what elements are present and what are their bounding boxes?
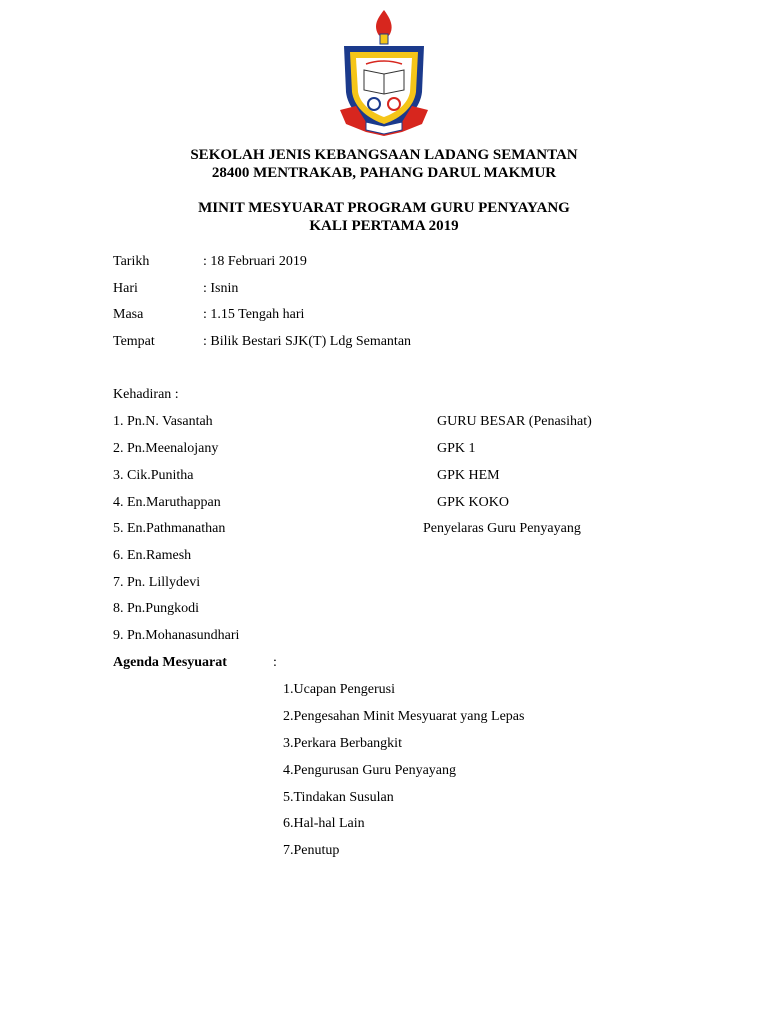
school-name: SEKOLAH JENIS KEBANGSAAN LADANG SEMANTAN [190, 147, 578, 163]
attendance-heading: Kehadiran : [113, 387, 179, 402]
attendee-role: Penyelaras Guru Penyayang [423, 521, 581, 536]
meta-value: : 18 Februari 2019 [203, 254, 307, 269]
meta-label: Masa [113, 307, 144, 322]
attendee-name: 3. Cik.Punitha [113, 468, 194, 483]
attendee-name: 8. Pn.Pungkodi [113, 601, 199, 616]
agenda-item: 1.Ucapan Pengerusi [283, 682, 395, 697]
attendee-role: GPK HEM [437, 468, 500, 483]
agenda-item: 6.Hal-hal Lain [283, 816, 365, 831]
attendee-name: 9. Pn.Mohanasundhari [113, 628, 240, 643]
attendee-name: 1. Pn.N. Vasantah [113, 414, 213, 429]
attendee-role: GPK 1 [437, 441, 476, 456]
document-title: MINIT MESYUARAT PROGRAM GURU PENYAYANG [198, 200, 570, 216]
agenda-item: 7.Penutup [283, 843, 340, 858]
school-crest-logo [336, 6, 432, 140]
agenda-heading: Agenda Mesyuarat [113, 655, 227, 670]
meta-label: Hari [113, 281, 138, 296]
attendee-name: 6. En.Ramesh [113, 548, 192, 563]
flame-icon [376, 10, 392, 37]
agenda-item: 3.Perkara Berbangkit [283, 736, 402, 751]
attendee-name: 4. En.Maruthappan [113, 495, 221, 510]
meta-value: : Bilik Bestari SJK(T) Ldg Semantan [203, 334, 412, 349]
torch-icon [380, 34, 388, 44]
document-subtitle: KALI PERTAMA 2019 [309, 218, 459, 234]
school-address: 28400 MENTRAKAB, PAHANG DARUL MAKMUR [211, 165, 557, 181]
attendee-role: GPK KOKO [437, 495, 509, 510]
agenda-item: 4.Pengurusan Guru Penyayang [283, 763, 457, 778]
attendee-name: 2. Pn.Meenalojany [113, 441, 219, 456]
meta-label: Tempat [113, 334, 155, 349]
agenda-item: 5.Tindakan Susulan [283, 790, 394, 805]
attendee-name: 7. Pn. Lillydevi [113, 575, 201, 590]
attendee-name: 5. En.Pathmanathan [113, 521, 226, 536]
meta-value: : Isnin [203, 281, 239, 296]
attendee-role: GURU BESAR (Penasihat) [437, 414, 592, 429]
meta-label: Tarikh [113, 254, 150, 269]
meta-value: : 1.15 Tengah hari [203, 307, 305, 322]
agenda-item: 2.Pengesahan Minit Mesyuarat yang Lepas [283, 709, 525, 724]
agenda-colon: : [273, 655, 277, 670]
